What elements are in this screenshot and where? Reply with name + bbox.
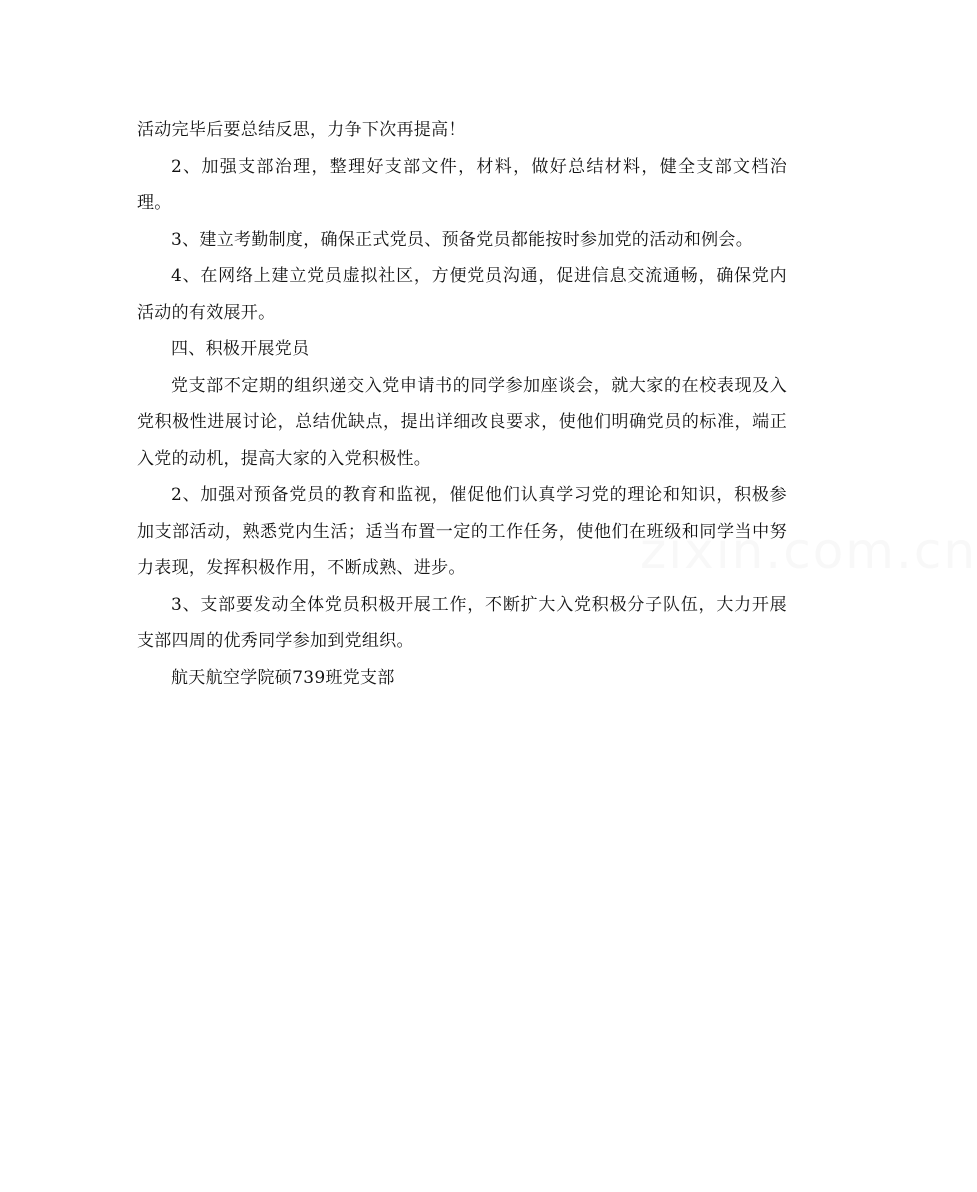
- signature-line: 航天航空学院硕739班党支部: [171, 667, 395, 688]
- paragraph-seminar: 党支部不定期的组织递交入党申请书的同学参加座谈会，就大家的在校表现及入党积极性进展讨论，总结优缺点，提出详细改良要求，使他们明确党员的标准，端正入党的动机，提高大家的入党积极性。: [137, 375, 787, 469]
- document-body: [137, 112, 787, 696]
- paragraph-item-3-attendance: 3、建立考勤制度，确保正式党员、预备党员都能按时参加党的活动和例会。: [171, 229, 754, 250]
- paragraph-item-2-archives: 2、加强支部治理，整理好支部文件，材料，做好总结材料，健全支部文档治理。: [137, 156, 787, 213]
- paragraph-item-2-probationary: 2、加强对预备党员的教育和监视，催促他们认真学习党的理论和知识，积极参加支部活动，熟悉党内生活；适当布置一定的工作任务，使他们在班级和同学当中努力表现，发挥积极作用，不断成熟、进步。: [137, 485, 787, 578]
- paragraph-item-4-online-community: 4、在网络上建立党员虚拟社区，方便党员沟通，促进信息交流通畅，确保党内活动的有效展开。: [137, 266, 787, 323]
- paragraph-conclusion: 活动完毕后要总结反思，力争下次再提高！: [137, 120, 466, 140]
- section-heading-4: 四、积极开展党员: [171, 339, 310, 359]
- paragraph-item-3-activists: 3、支部要发动全体党员积极开展工作，不断扩大入党积极分子队伍，大力开展支部四周的优秀同学参加到党组织。: [137, 594, 787, 651]
- watermark: zixin.com.cn: [640, 522, 977, 580]
